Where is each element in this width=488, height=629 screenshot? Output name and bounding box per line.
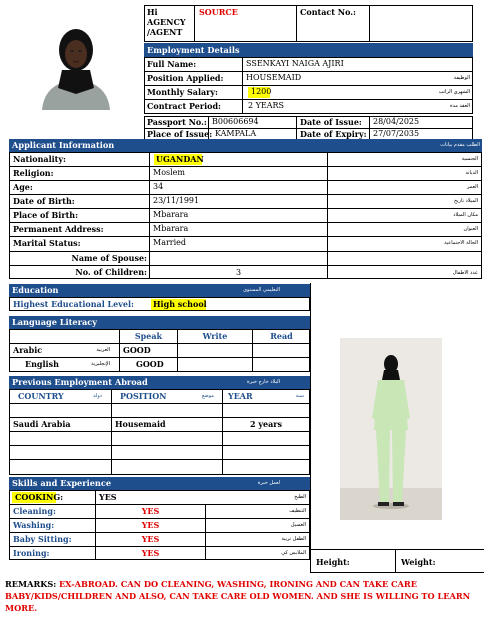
education-header-ar: التعليمي المستوى: [243, 287, 280, 293]
skill-ar: الطبخ: [294, 494, 306, 500]
country-header: COUNTRY: [18, 391, 64, 401]
place-of-issue-value: KAMPALA: [215, 129, 257, 138]
position-label: Position Applied:: [147, 73, 224, 83]
skill-label: Baby Sitting:: [13, 534, 72, 544]
row-divider: [9, 431, 310, 432]
skill-label: Washing:: [13, 520, 55, 530]
employment-header: Employment Details: [144, 43, 473, 57]
previous-employment-header-ar: البلاد خارج خبرة: [246, 379, 280, 385]
spouse-label: Name of Spouse:: [71, 253, 147, 263]
education-level-value: High school: [153, 299, 207, 309]
applicant-row-value: Moslem: [153, 168, 185, 177]
applicant-row-label: Permanent Address:: [13, 224, 104, 234]
children-value: 3: [235, 268, 242, 277]
salary-ar: الشهري الراتب: [438, 89, 470, 95]
row-divider: [9, 459, 310, 460]
row-divider: [9, 403, 310, 404]
position-header: POSITION: [120, 391, 167, 401]
country-header-ar: دولة: [93, 393, 102, 399]
expiry-date-label: Date of Expiry:: [300, 129, 367, 139]
education-header: Education: [9, 284, 310, 297]
skill-ar: الطفل تربية: [281, 536, 306, 542]
year-header: YEAR: [228, 391, 253, 401]
applicant-row-value: Married: [153, 238, 187, 247]
remarks: [5, 578, 485, 614]
salary-value: 1200: [251, 87, 272, 96]
place-of-issue-label: Place of Issue:: [147, 129, 213, 139]
contract-value: 2 YEARS: [248, 101, 285, 110]
applicant-row-ar: الديانة: [465, 170, 478, 176]
applicant-row-ar: الميلاد تاريخ: [453, 198, 478, 204]
agency-label: Hi AGENCY /AGENT: [147, 7, 186, 37]
row-divider: [9, 194, 482, 195]
skill-value: YES: [141, 548, 160, 558]
applicant-row-ar: الحالة الاجتماعية: [444, 240, 478, 246]
issue-date-label: Date of Issue:: [300, 117, 362, 127]
salary-label: Monthly Salary:: [147, 87, 218, 97]
applicant-row-value: 34: [153, 182, 164, 191]
language-name-ar: الإنجليزية: [91, 361, 110, 367]
full-body-photo: [340, 338, 442, 520]
applicant-row-label: Nationality:: [13, 154, 66, 164]
language-name: Arabic: [13, 345, 43, 355]
applicant-row-value: Mbarara: [153, 224, 189, 233]
language-speak: GOOD: [136, 359, 164, 369]
skills-header: Skills and Experience: [9, 477, 310, 490]
applicant-row-value: Mbarara: [153, 210, 189, 219]
applicant-header-ar: الطلب مقدم بيانات: [440, 142, 480, 148]
skill-value: YES: [141, 534, 160, 544]
applicant-row-value: UGANDAN: [156, 154, 204, 164]
skill-value: YES: [99, 492, 117, 502]
applicant-row-value: 23/11/1991: [153, 196, 200, 205]
language-speak: GOOD: [123, 345, 151, 355]
previous-year: 2 years: [250, 419, 282, 429]
language-header: Language Literacy: [9, 316, 310, 329]
position-header-ar: موضع: [201, 393, 214, 399]
row-divider: [9, 180, 482, 181]
skill-label: Ironing:: [13, 548, 50, 558]
applicant-row-label: Age:: [13, 182, 33, 192]
applicant-row-ar: الجنسية: [461, 156, 478, 162]
skill-label: Cleaning:: [13, 506, 56, 516]
previous-employment-header: Previous Employment Abroad: [9, 376, 310, 389]
portrait-photo: [34, 18, 118, 110]
remarks-text-line2: BABY/KIDS/CHILDREN AND ALSO, CAN TAKE CARE OLD WOMEN. AND SHE IS WILLING TO LEARN MORE.: [5, 591, 471, 613]
speak-header: Speak: [134, 331, 163, 341]
row-divider: [9, 445, 310, 446]
skill-value: YES: [141, 520, 160, 530]
read-header: Read: [270, 331, 293, 341]
language-name-ar: العربية: [96, 347, 110, 353]
remarks-label: REMARKS:: [5, 579, 57, 589]
passport-no-label: Passport No.:: [147, 117, 207, 127]
previous-country: Saudi Arabia: [13, 419, 71, 429]
full-name-value: SSENKAYI NAIGA AJIRI: [246, 59, 344, 68]
applicant-row-label: Religion:: [13, 168, 54, 178]
year-header-ar: سنة: [295, 393, 304, 399]
source-label: SOURCE: [199, 7, 238, 17]
skill-value: YES: [141, 506, 160, 516]
full-name-label: Full Name:: [147, 59, 197, 69]
applicant-row-label: Date of Birth:: [13, 196, 75, 206]
position-value: HOUSEMAID: [246, 73, 302, 82]
contract-ar: العقد مدة: [450, 103, 470, 109]
applicant-row-ar: العنوان: [463, 226, 478, 232]
passport-no-value: B00606694: [212, 117, 259, 126]
applicant-header: Applicant Information: [9, 139, 482, 152]
expiry-date-value: 27/07/2035: [373, 129, 420, 138]
skill-ar: الملابس كي: [281, 550, 306, 556]
issue-date-value: 28/04/2025: [373, 117, 420, 126]
language-name: English: [25, 359, 59, 369]
skill-ar: التنظيف: [289, 508, 306, 514]
applicant-row-label: Place of Birth:: [13, 210, 79, 220]
row-divider: [9, 208, 482, 209]
position-ar: الوظيفة: [453, 75, 470, 81]
previous-position: Housemaid: [115, 419, 166, 429]
skills-header-ar: لعمل خبرة: [257, 480, 280, 486]
skill-ar: الغسيل: [290, 522, 306, 528]
children-label: No. of Children:: [75, 267, 147, 277]
remarks-text-line1: EX-ABROAD. CAN DO CLEANING, WASHING, IRONING AND CAN TAKE CARE: [58, 579, 417, 589]
children-ar: عدد الاطفال: [452, 270, 478, 276]
row-divider: [9, 166, 482, 167]
skill-label: COOKING:: [15, 492, 64, 502]
education-level-label: Highest Educational Level:: [13, 299, 134, 309]
contract-label: Contract Period:: [147, 101, 221, 111]
weight-label: Weight:: [401, 557, 436, 567]
contact-label: Contact No.:: [300, 7, 356, 17]
applicant-row-label: Marital Status:: [13, 238, 81, 248]
applicant-row-ar: مكان الميلاد: [453, 212, 478, 218]
height-label: Height:: [316, 557, 350, 567]
write-header: Write: [202, 331, 228, 341]
applicant-row-ar: العمر: [467, 184, 478, 190]
